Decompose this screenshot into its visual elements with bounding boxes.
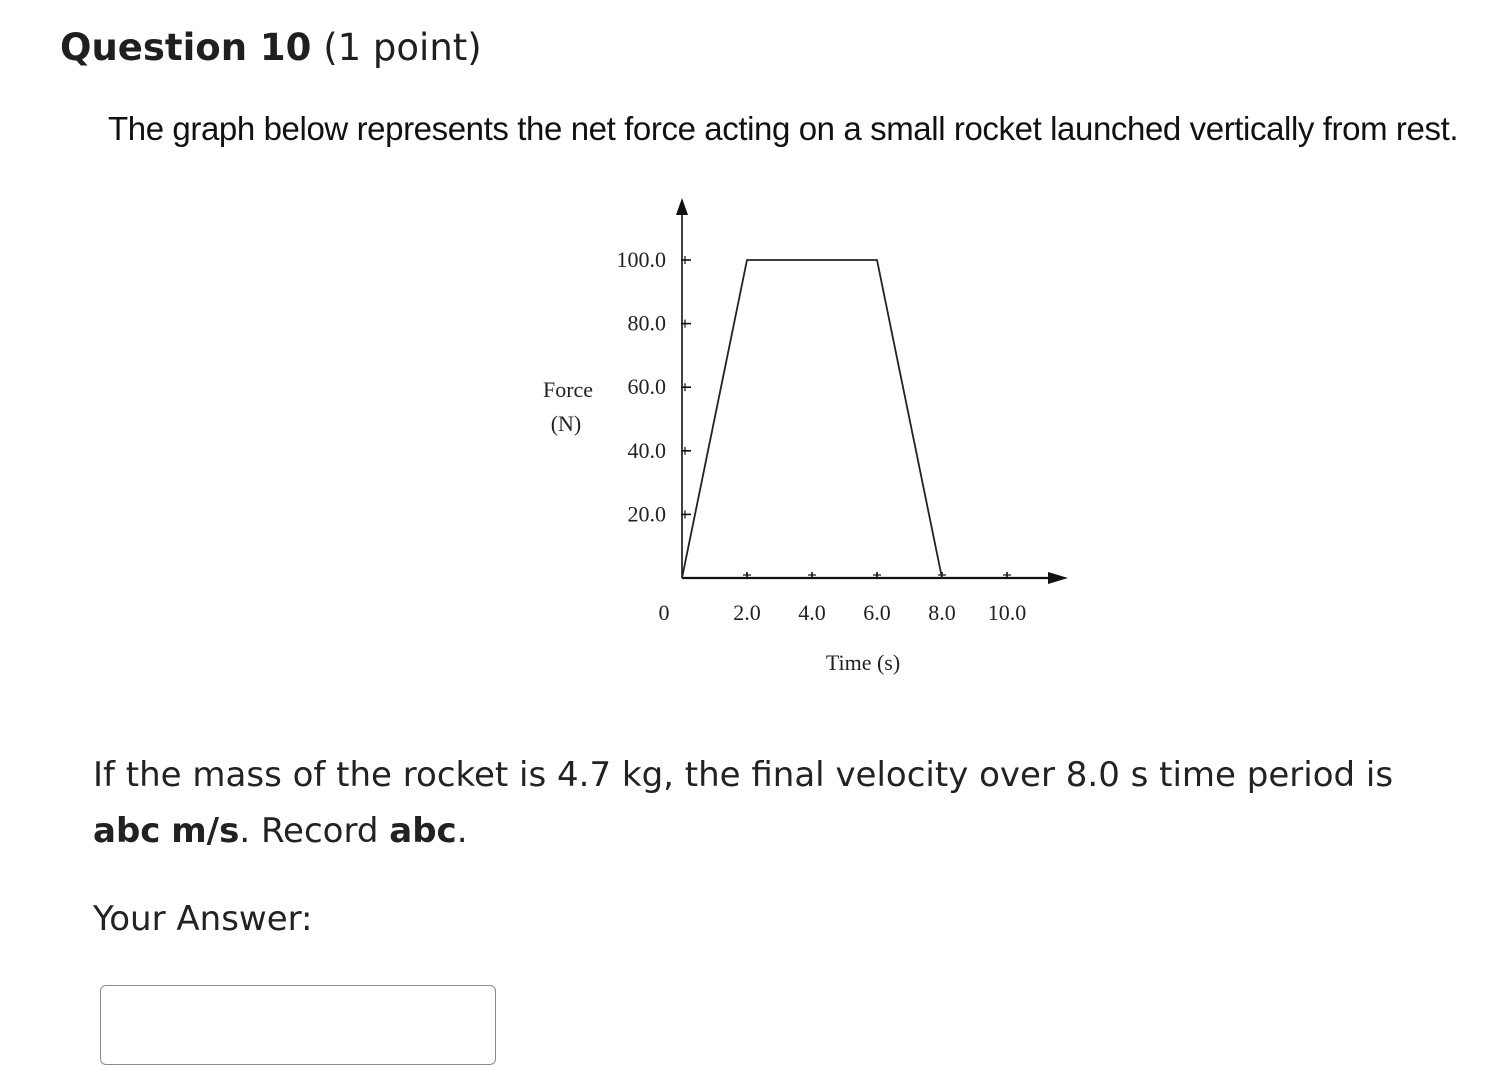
x-tick-label: 10.0	[987, 600, 1027, 625]
y-tick-label: 60.0	[627, 374, 666, 400]
force-time-graph	[520, 188, 1090, 688]
x-tick-label: 6.0	[863, 600, 891, 625]
y-axis-label-line2: (N)	[550, 411, 582, 436]
y-ticks	[617, 247, 692, 526]
x-tick-label: 4.0	[798, 600, 826, 625]
question-points: (1 point)	[323, 26, 482, 69]
question-header	[60, 24, 482, 72]
question-body-text-3: .	[456, 811, 468, 851]
y-axis-label-line1: Force	[542, 377, 594, 402]
question-body	[93, 747, 1463, 859]
x-ticks	[733, 572, 1026, 625]
origin-label: 0	[658, 600, 670, 625]
series	[682, 260, 942, 578]
x-axis-label: Time (s)	[825, 650, 901, 675]
y-tick-label: 40.0	[627, 437, 666, 463]
force-line	[682, 260, 942, 578]
y-tick-label: 100.0	[616, 247, 666, 272]
x-tick-label: 8.0	[928, 600, 956, 625]
x-axis-arrow	[1048, 572, 1068, 584]
prompt-intro: The graph below represents the net force acting on a small rocket launched vertically from rest.	[108, 110, 1459, 147]
x-tick-label: 2.0	[733, 600, 761, 625]
question-body-bold-units: m/s	[171, 811, 240, 851]
question-title: Question 10	[60, 26, 312, 69]
axes	[676, 198, 1068, 584]
y-axis-arrow	[676, 198, 688, 215]
question-body-text-1: If the mass of the rocket is 4.7 kg, the final velocity over 8.0 s time period is	[93, 755, 1394, 795]
question-body-text-2: . Record	[239, 811, 390, 851]
answer-label: Your Answer:	[93, 899, 313, 939]
y-tick-label: 80.0	[627, 310, 666, 336]
y-tick-label: 20.0	[627, 501, 666, 527]
question-body-bold-abc: abc	[93, 811, 161, 851]
answer-input[interactable]	[100, 985, 496, 1065]
question-body-bold-abc-2: abc	[389, 811, 457, 851]
